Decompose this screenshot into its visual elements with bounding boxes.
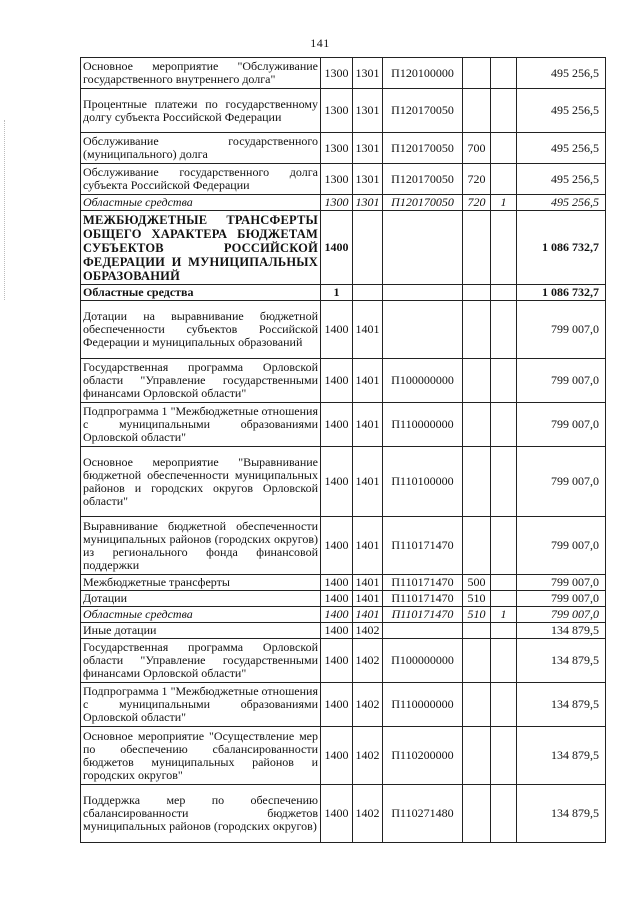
table-row — [81, 683, 606, 727]
table-row — [81, 89, 606, 133]
row-funding-source: 1 — [491, 607, 517, 623]
row-target-article: П110000000 — [383, 403, 463, 447]
row-name: Поддержка мер по обеспечению сбалансированности бюджетов муниципальных районов (городских округов) — [81, 785, 321, 843]
row-subsection: 1401 — [353, 301, 383, 359]
row-expense-type: 720 — [463, 195, 491, 211]
row-target-article: П110271480 — [383, 785, 463, 843]
table-row — [81, 285, 606, 301]
row-funding-source — [491, 447, 517, 517]
table-row — [81, 58, 606, 89]
row-subsection: 1402 — [353, 623, 383, 639]
budget-table-body — [81, 58, 606, 843]
row-subsection: 1402 — [353, 683, 383, 727]
table-row — [81, 164, 606, 195]
row-funding-source — [491, 517, 517, 575]
row-funding-source — [491, 727, 517, 785]
row-expense-type: 500 — [463, 575, 491, 591]
row-section: 1400 — [321, 359, 353, 403]
row-funding-source — [491, 301, 517, 359]
row-expense-type — [463, 211, 491, 285]
row-name: Основное мероприятие "Обслуживание государственного внутреннего долга" — [81, 58, 321, 89]
row-expense-type: 700 — [463, 133, 491, 164]
row-amount: 134 879,5 — [517, 639, 606, 683]
row-expense-type: 510 — [463, 591, 491, 607]
row-expense-type — [463, 623, 491, 639]
row-section: 1400 — [321, 211, 353, 285]
row-name: Дотации на выравнивание бюджетной обеспеченности субъектов Российской Федерации и муниципальных образований — [81, 301, 321, 359]
row-name: Областные средства — [81, 195, 321, 211]
row-section: 1400 — [321, 403, 353, 447]
row-subsection: 1402 — [353, 785, 383, 843]
row-section: 1400 — [321, 591, 353, 607]
row-amount: 799 007,0 — [517, 359, 606, 403]
row-amount: 799 007,0 — [517, 607, 606, 623]
row-target-article: П110000000 — [383, 683, 463, 727]
row-subsection: 1401 — [353, 607, 383, 623]
row-section: 1400 — [321, 447, 353, 517]
row-target-article: П120170050 — [383, 164, 463, 195]
row-subsection — [353, 211, 383, 285]
row-subsection: 1401 — [353, 359, 383, 403]
table-row — [81, 591, 606, 607]
table-row — [81, 517, 606, 575]
row-target-article: П110100000 — [383, 447, 463, 517]
row-section: 1300 — [321, 58, 353, 89]
row-subsection: 1402 — [353, 727, 383, 785]
row-target-article: П100000000 — [383, 359, 463, 403]
row-amount: 799 007,0 — [517, 591, 606, 607]
row-expense-type: 720 — [463, 164, 491, 195]
table-row — [81, 195, 606, 211]
row-amount: 799 007,0 — [517, 517, 606, 575]
row-amount: 799 007,0 — [517, 301, 606, 359]
table-row — [81, 133, 606, 164]
scan-edge-mark — [4, 120, 6, 300]
row-funding-source — [491, 639, 517, 683]
row-funding-source — [491, 785, 517, 843]
table-row — [81, 447, 606, 517]
row-subsection: 1401 — [353, 591, 383, 607]
row-amount: 799 007,0 — [517, 575, 606, 591]
row-name: Обслуживание государственного (муниципального) долга — [81, 133, 321, 164]
table-row — [81, 359, 606, 403]
row-funding-source — [491, 211, 517, 285]
row-name: Государственная программа Орловской области "Управление государственными финансами Орловской области" — [81, 359, 321, 403]
row-name: Подпрограмма 1 "Межбюджетные отношения с муниципальными образованиями Орловской области" — [81, 403, 321, 447]
budget-table — [80, 57, 606, 843]
row-name: Основное мероприятие "Выравнивание бюджетной обеспеченности муниципальных районов и городских округов Орловской области" — [81, 447, 321, 517]
row-expense-type — [463, 359, 491, 403]
row-amount: 134 879,5 — [517, 683, 606, 727]
row-name: Подпрограмма 1 "Межбюджетные отношения с муниципальными образованиями Орловской области" — [81, 683, 321, 727]
row-funding-source — [491, 89, 517, 133]
row-funding-source — [491, 359, 517, 403]
row-funding-source — [491, 58, 517, 89]
row-name: Дотации — [81, 591, 321, 607]
row-name: Межбюджетные трансферты — [81, 575, 321, 591]
row-name: Областные средства — [81, 285, 321, 301]
table-row — [81, 607, 606, 623]
row-amount: 799 007,0 — [517, 403, 606, 447]
row-expense-type — [463, 403, 491, 447]
row-amount: 799 007,0 — [517, 447, 606, 517]
row-name: Иные дотации — [81, 623, 321, 639]
row-section: 1400 — [321, 639, 353, 683]
row-amount: 495 256,5 — [517, 58, 606, 89]
row-target-article: П100000000 — [383, 639, 463, 683]
row-name: Выравнивание бюджетной обеспеченности муниципальных районов (городских округов) из регионального фонда финансовой поддержки — [81, 517, 321, 575]
row-section: 1300 — [321, 195, 353, 211]
row-expense-type — [463, 301, 491, 359]
row-section: 1400 — [321, 785, 353, 843]
row-funding-source — [491, 591, 517, 607]
row-target-article — [383, 301, 463, 359]
row-target-article: П110171470 — [383, 607, 463, 623]
row-section: 1400 — [321, 623, 353, 639]
table-row — [81, 623, 606, 639]
row-subsection: 1301 — [353, 164, 383, 195]
row-funding-source — [491, 575, 517, 591]
table-row — [81, 575, 606, 591]
row-subsection: 1401 — [353, 403, 383, 447]
row-target-article: П120170050 — [383, 89, 463, 133]
row-subsection: 1301 — [353, 133, 383, 164]
table-row — [81, 211, 606, 285]
row-amount: 1 086 732,7 — [517, 285, 606, 301]
row-subsection: 1301 — [353, 195, 383, 211]
row-target-article: П120100000 — [383, 58, 463, 89]
row-expense-type — [463, 89, 491, 133]
row-amount: 495 256,5 — [517, 133, 606, 164]
row-target-article — [383, 623, 463, 639]
row-funding-source — [491, 683, 517, 727]
row-amount: 495 256,5 — [517, 89, 606, 133]
row-subsection: 1301 — [353, 58, 383, 89]
row-target-article: П110171470 — [383, 575, 463, 591]
row-expense-type — [463, 639, 491, 683]
row-name: Обслуживание государственного долга субъекта Российской Федерации — [81, 164, 321, 195]
row-subsection: 1401 — [353, 447, 383, 517]
row-name: Процентные платежи по государственному долгу субъекта Российской Федерации — [81, 89, 321, 133]
row-expense-type — [463, 517, 491, 575]
row-name: МЕЖБЮДЖЕТНЫЕ ТРАНСФЕРТЫ ОБЩЕГО ХАРАКТЕРА БЮДЖЕТАМ СУБЪЕКТОВ РОССИЙСКОЙ ФЕДЕРАЦИИ И МУНИЦИПАЛЬНЫХ ОБРАЗОВАНИЙ — [81, 211, 321, 285]
row-section: 1300 — [321, 133, 353, 164]
table-row — [81, 639, 606, 683]
row-expense-type — [463, 785, 491, 843]
row-amount: 495 256,5 — [517, 195, 606, 211]
row-funding-source — [491, 133, 517, 164]
row-amount: 134 879,5 — [517, 727, 606, 785]
row-section: 1400 — [321, 727, 353, 785]
row-amount: 134 879,5 — [517, 623, 606, 639]
row-expense-type — [463, 683, 491, 727]
row-target-article: П110171470 — [383, 517, 463, 575]
row-subsection: 1401 — [353, 575, 383, 591]
row-section: 1400 — [321, 683, 353, 727]
row-section: 1 — [321, 285, 353, 301]
table-row — [81, 727, 606, 785]
row-expense-type — [463, 285, 491, 301]
row-funding-source — [491, 285, 517, 301]
row-funding-source — [491, 164, 517, 195]
row-section: 1400 — [321, 607, 353, 623]
row-expense-type — [463, 727, 491, 785]
row-name: Государственная программа Орловской области "Управление государственными финансами Орловской области" — [81, 639, 321, 683]
row-section: 1300 — [321, 89, 353, 133]
row-expense-type: 510 — [463, 607, 491, 623]
row-subsection: 1401 — [353, 517, 383, 575]
row-section: 1400 — [321, 575, 353, 591]
row-amount: 495 256,5 — [517, 164, 606, 195]
row-target-article — [383, 285, 463, 301]
row-target-article: П110171470 — [383, 591, 463, 607]
row-funding-source: 1 — [491, 195, 517, 211]
row-amount: 1 086 732,7 — [517, 211, 606, 285]
row-subsection: 1402 — [353, 639, 383, 683]
row-section: 1400 — [321, 301, 353, 359]
row-name: Областные средства — [81, 607, 321, 623]
row-target-article: П120170050 — [383, 133, 463, 164]
row-subsection — [353, 285, 383, 301]
row-amount: 134 879,5 — [517, 785, 606, 843]
row-section: 1400 — [321, 517, 353, 575]
row-target-article — [383, 211, 463, 285]
table-row — [81, 403, 606, 447]
page-number: 141 — [310, 36, 330, 50]
row-name: Основное мероприятие "Осуществление мер по обеспечению сбалансированности бюджетов муниципальных районов и городских округов" — [81, 727, 321, 785]
row-subsection: 1301 — [353, 89, 383, 133]
row-expense-type — [463, 58, 491, 89]
row-funding-source — [491, 623, 517, 639]
row-funding-source — [491, 403, 517, 447]
row-section: 1300 — [321, 164, 353, 195]
row-target-article: П110200000 — [383, 727, 463, 785]
table-row — [81, 785, 606, 843]
table-row — [81, 301, 606, 359]
row-target-article: П120170050 — [383, 195, 463, 211]
row-expense-type — [463, 447, 491, 517]
